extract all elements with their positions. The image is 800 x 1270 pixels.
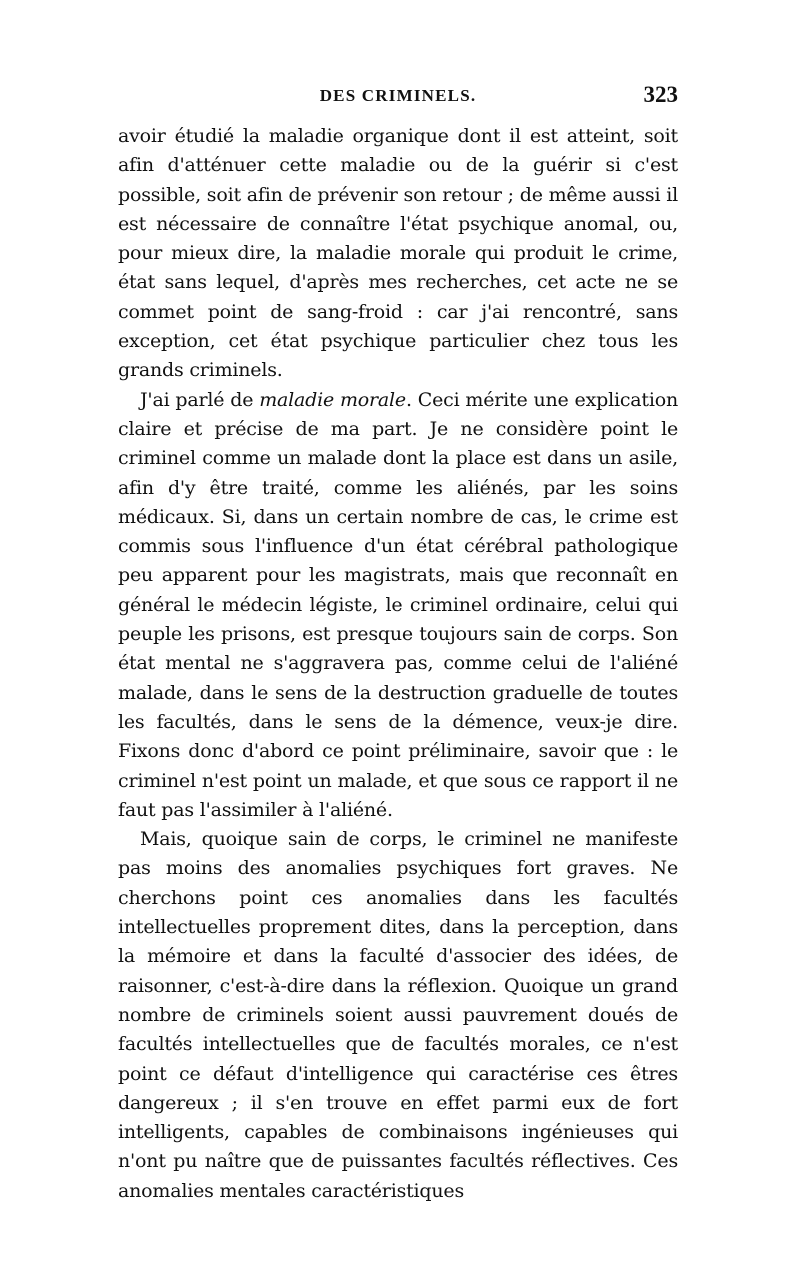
paragraph-2-start: J'ai parlé de (140, 388, 260, 411)
page-number: 323 (643, 82, 678, 107)
paragraph-1: avoir étudié la maladie organique dont il est atteint, soit afin d'atténuer cette maladie ou de la guérir si c'est possible, soit afin de prévenir son retour ; de même aussi il est nécessaire de connaître l'état psychique anomal, ou, pour mieux dire, la maladie morale qui produit le crime, état sans lequel, d'après mes recherches, cet acte ne se commet point de sang-froid : car j'ai rencontré, sans exception, cet état psychique particulier chez tous les grands criminels. (118, 125, 678, 382)
body-text (118, 122, 678, 1206)
paragraph-2 (118, 386, 678, 825)
running-title: DES CRIMINELS. (319, 86, 477, 105)
paragraph-3: Mais, quoique sain de corps, le criminel ne manifeste pas moins des anomalies psychiques fort graves. Ne cherchons point ces anomalies dans les facultés intellectuelles proprement dites, dans la perception, dans la mémoire et dans la faculté d'associer des idées, de raisonner, c'est-à-dire dans la réflexion. Quoique un grand nombre de criminels soient aussi pauvrement doués de facultés intellectuelles que de facultés morales, ce n'est point ce défaut d'intelligence qui caractérise ces êtres dangereux ; il s'en trouve en effet parmi eux de fort intelligents, capables de combinaisons ingénieuses qui n'ont pu naître que de puissantes facultés réflectives. Ces anomalies mentales caractéristiques (118, 828, 678, 1202)
paragraph-2-emphasis: maladie morale (259, 388, 406, 411)
running-head (118, 82, 678, 116)
paragraph-2-rest: . Ceci mérite une explication claire et précise de ma part. Je ne considère point le criminel comme un malade dont la place est dans un asile, afin d'y être traité, comme les aliénés, par les soins médicaux. Si, dans un certain nombre de cas, le crime est commis sous l'influence d'un état cérébral pathologique peu apparent pour les magistrats, mais que reconnaît en général le médecin légiste, le criminel ordinaire, celui qui peuple les prisons, est presque toujours sain de corps. Son état mental ne s'aggravera pas, comme celui de l'aliéné malade, dans le sens de la destruction graduelle de toutes les facultés, dans le sens de la démence, veux-je dire. Fixons donc d'abord ce point préliminaire, savoir que : le criminel n'est point un malade, et que sous ce rapport il ne faut pas l'assimiler à l'aliéné. (118, 388, 678, 821)
